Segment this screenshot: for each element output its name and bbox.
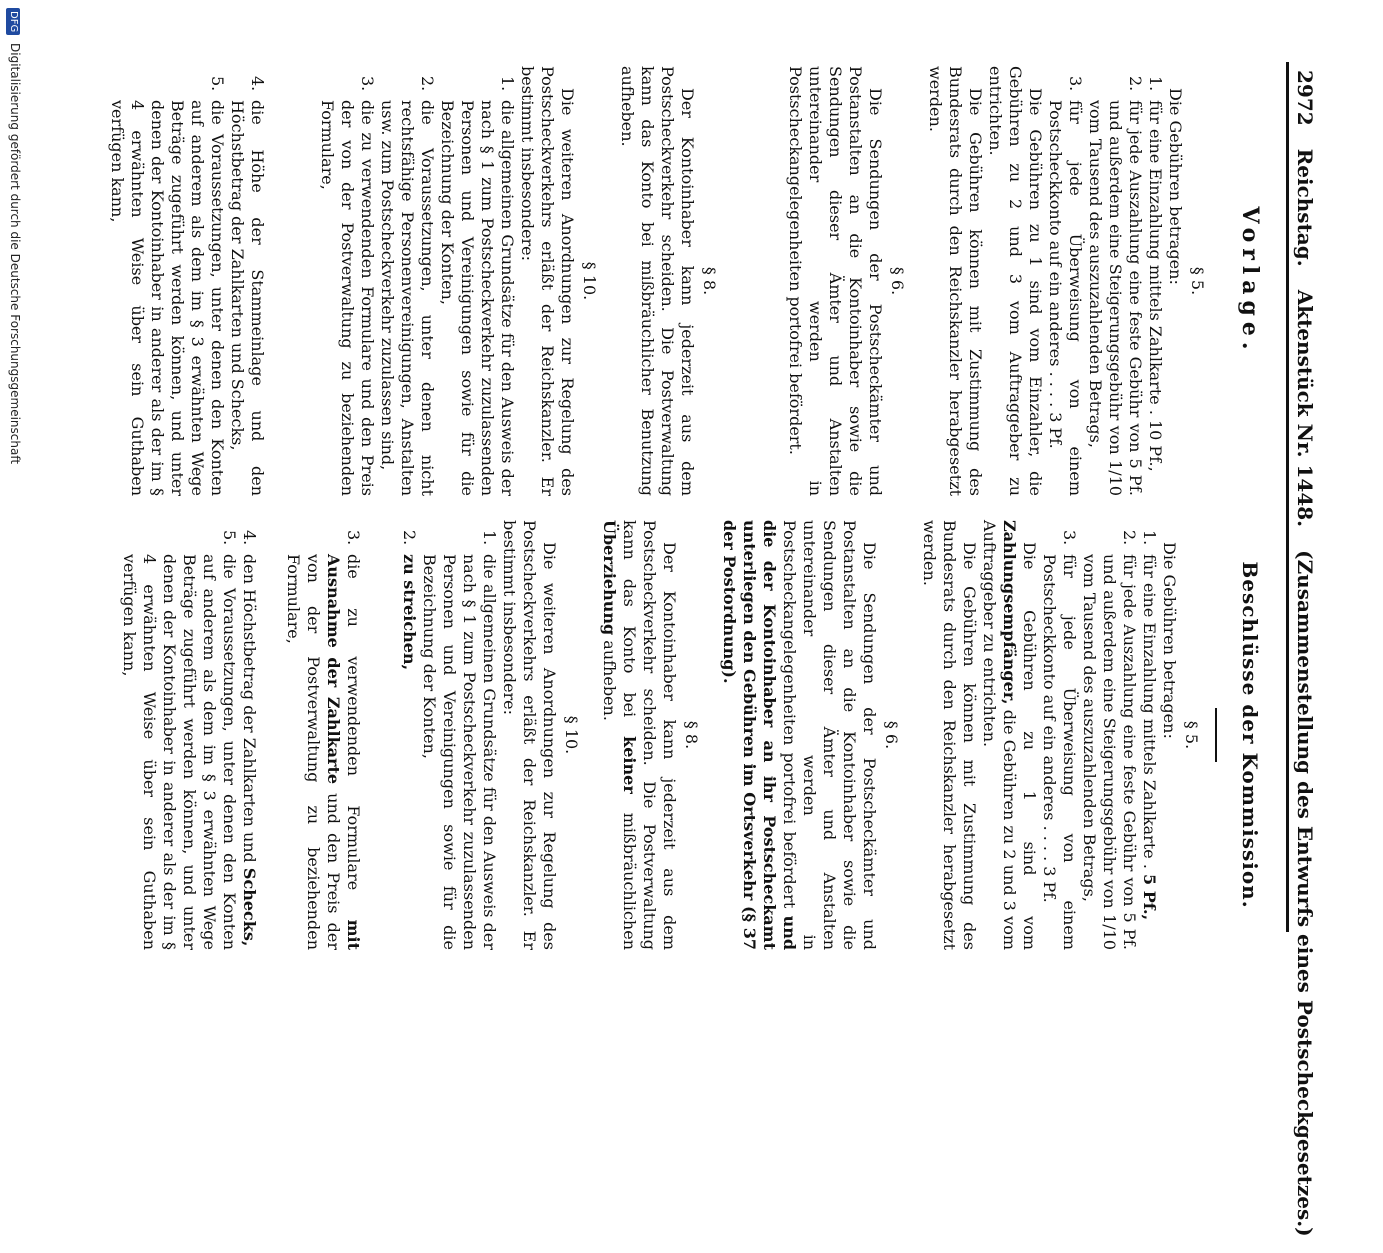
scanned-page bbox=[5, 0, 1325, 1237]
source-label: Reichstag. bbox=[1293, 148, 1317, 267]
list-item: 4. den Höchstbetrag der Zahlkarten und Schecks, bbox=[240, 530, 259, 947]
document-subject: (Zusammenstellung des Entwurfs eines Postscheckgesetzes.) bbox=[1293, 550, 1317, 1237]
paragraph: Die weiteren Anordnungen zur Regelung des Postscheckverkehrs erläßt der Reichskanzler. Er bestimmt insbesondere: bbox=[518, 66, 577, 496]
list-item: 1. die allgemeinen Grundsätze für den Ausweis der nach § 1 zum Postscheckverkehr zuzulassenden Personen und Vereinigungen sowie für die Bezeichnung der Konten, bbox=[420, 530, 499, 950]
heading-rule bbox=[1215, 708, 1217, 762]
section-title: § 8. bbox=[700, 266, 719, 296]
column-beschluesse bbox=[119, 520, 1265, 950]
column-vorlage bbox=[107, 66, 1265, 496]
section-title: § 5. bbox=[1182, 720, 1201, 750]
dfg-logo: DFG bbox=[6, 8, 20, 35]
paragraph: Die Gebühren können mit Zustimmung des Bundesrats durch den Reichskanzler herabgesetzt werden. bbox=[926, 66, 985, 496]
list-item: 3. die zu verwendenden Formulare mit Ausnahme der Zahlkarte und den Preis der von der Postverwaltung zu beziehenden Formulare, bbox=[284, 530, 363, 950]
paragraph: Der Kontoinhaber kann jederzeit aus dem Postscheckverkehr scheiden. Die Postverwaltung kann das Konto bei mißbräuchlicher Benutzung aufheben. bbox=[618, 66, 697, 496]
header-rule bbox=[1286, 62, 1289, 932]
section-title: § 10. bbox=[562, 715, 581, 755]
paragraph: Die Sendungen der Postscheckämter und Postanstalten an die Kontoinhaber sowie die Sendungen dieser Ämter und Anstalten untereinander werden in Postscheckangelegenheiten portofrei befördert. bbox=[786, 66, 885, 496]
paragraph: Der Kontoinhaber kann jederzeit aus dem Postscheckverkehr scheiden. Die Postverwaltung kann das Konto bei keiner mißbräuchlichen Überziehung aufheben. bbox=[600, 520, 679, 950]
list-item: 1. die allgemeinen Grundsätze für den Ausweis der nach § 1 zum Postscheckverkehr zuzulassenden Personen und Vereinigungen sowie für die Bezeichnung der Konten, bbox=[438, 76, 517, 496]
paragraph: Die Gebühren betragen: bbox=[1166, 88, 1185, 285]
section-title: § 6. bbox=[888, 266, 907, 296]
list-item: 5. die Voraussetzungen, unter denen den Konten auf anderem als dem im § 3 erwähnten Wege Beträge zugeführt werden können, und unter denen der Kontoinhaber in anderer als der im § 4 erwähnten Weise über sein Guthaben verfügen kann, bbox=[120, 530, 239, 950]
list-item: 2. für jede Auszahlung eine feste Gebühr von 5 Pf. und außerdem eine Steigerungsgebühr von 1/10 vom Tausend des auszuzahlenden Betrags, bbox=[1086, 76, 1145, 496]
page-number: 2972 bbox=[1293, 70, 1317, 126]
list-item: 3. für jede Überweisung von einem Postscheckkonto auf ein anderes . . . . 3 Pf. bbox=[1040, 530, 1079, 950]
list-item: 3. die zu verwendenden Formulare und den Preis der von der Postverwaltung zu beziehenden Formulare, bbox=[318, 76, 377, 496]
changed-amount: 5 Pf., bbox=[1140, 874, 1159, 921]
paragraph: Die Gebühren zu 1 sind vom Einzahler, die Gebühren zu 2 und 3 vom Auftraggeber zu entrichten. bbox=[986, 66, 1045, 496]
digitization-footer bbox=[5, 0, 25, 1008]
list-item: 1. für eine Einzahlung mittels Zahlkarte . 5 Pf., bbox=[1140, 530, 1159, 921]
column-heading: Vorlage. bbox=[1237, 206, 1263, 356]
paragraph: Die Gebühren zu 1 sind vom Zahlungsempfänger, die Gebühren zu 2 und 3 vom Auftraggeber zu entrichten. bbox=[980, 520, 1039, 951]
page-header bbox=[1293, 70, 1317, 1237]
paragraph: Die Gebühren können mit Zustimmung des Bundesrats durch den Reichskanzler herabgesetzt werden. bbox=[920, 520, 979, 950]
paragraph: Die Sendungen der Postscheckämter und Postanstalten an die Kontoinhaber sowie die Sendungen dieser Ämter und Anstalten untereinander werden in Postscheckangelegenheiten portofrei befördert und die der Kontoinhaber an ihr Postscheckamt unterliegen den Gebühren im Ortsverkehr (§ 37 der Postordnung). bbox=[720, 520, 879, 951]
list-item: 3. für jede Überweisung von einem Postscheckkonto auf ein anderes . . . . 3 Pf. bbox=[1046, 76, 1085, 496]
section-title: § 10. bbox=[580, 261, 599, 301]
list-item: 2. für jede Auszahlung eine feste Gebühr von 5 Pf. und außerdem eine Steigerungsgebühr von 1/10 vom Tausend des auszuzahlenden Betrags, bbox=[1080, 530, 1139, 950]
footer-text: Digitalisierung gefördert durch die Deutsche Forschungsgemeinschaft bbox=[8, 43, 22, 465]
paragraph: Die weiteren Anordnungen zur Regelung des Postscheckverkehrs erläßt der Reichskanzler. Er bestimmt insbesondere: bbox=[500, 520, 559, 950]
list-item: 2. die Voraussetzungen, unter denen nicht rechtsfähige Personenvereinigungen, Anstalten usw. zum Postscheckverkehr zuzulassen sind, bbox=[378, 76, 437, 496]
list-item: 4. die Höhe der Stammeinlage und den Höchstbetrag der Zahlkarten und Schecks, bbox=[228, 76, 267, 496]
section-title: § 8. bbox=[682, 720, 701, 750]
document-number: Aktenstück Nr. 1448. bbox=[1293, 289, 1317, 528]
section-title: § 6. bbox=[882, 720, 901, 750]
section-title: § 5. bbox=[1188, 266, 1207, 296]
list-item: 5. die Voraussetzungen, unter denen den Konten auf anderem als dem im § 3 erwähnten Wege Beträge zugeführt werden können, und unter denen der Kontoinhaber in anderer als der im § 4 erwähnten Weise über sein Guthaben verfügen kann, bbox=[108, 76, 227, 496]
paragraph: Die Gebühren betragen: bbox=[1160, 542, 1179, 739]
column-heading: Beschlüsse der Kommission. bbox=[1238, 561, 1262, 909]
list-item: 2. zu streichen, bbox=[400, 530, 419, 671]
list-item: 1. für eine Einzahlung mittels Zahlkarte . 10 Pf., bbox=[1146, 76, 1165, 472]
